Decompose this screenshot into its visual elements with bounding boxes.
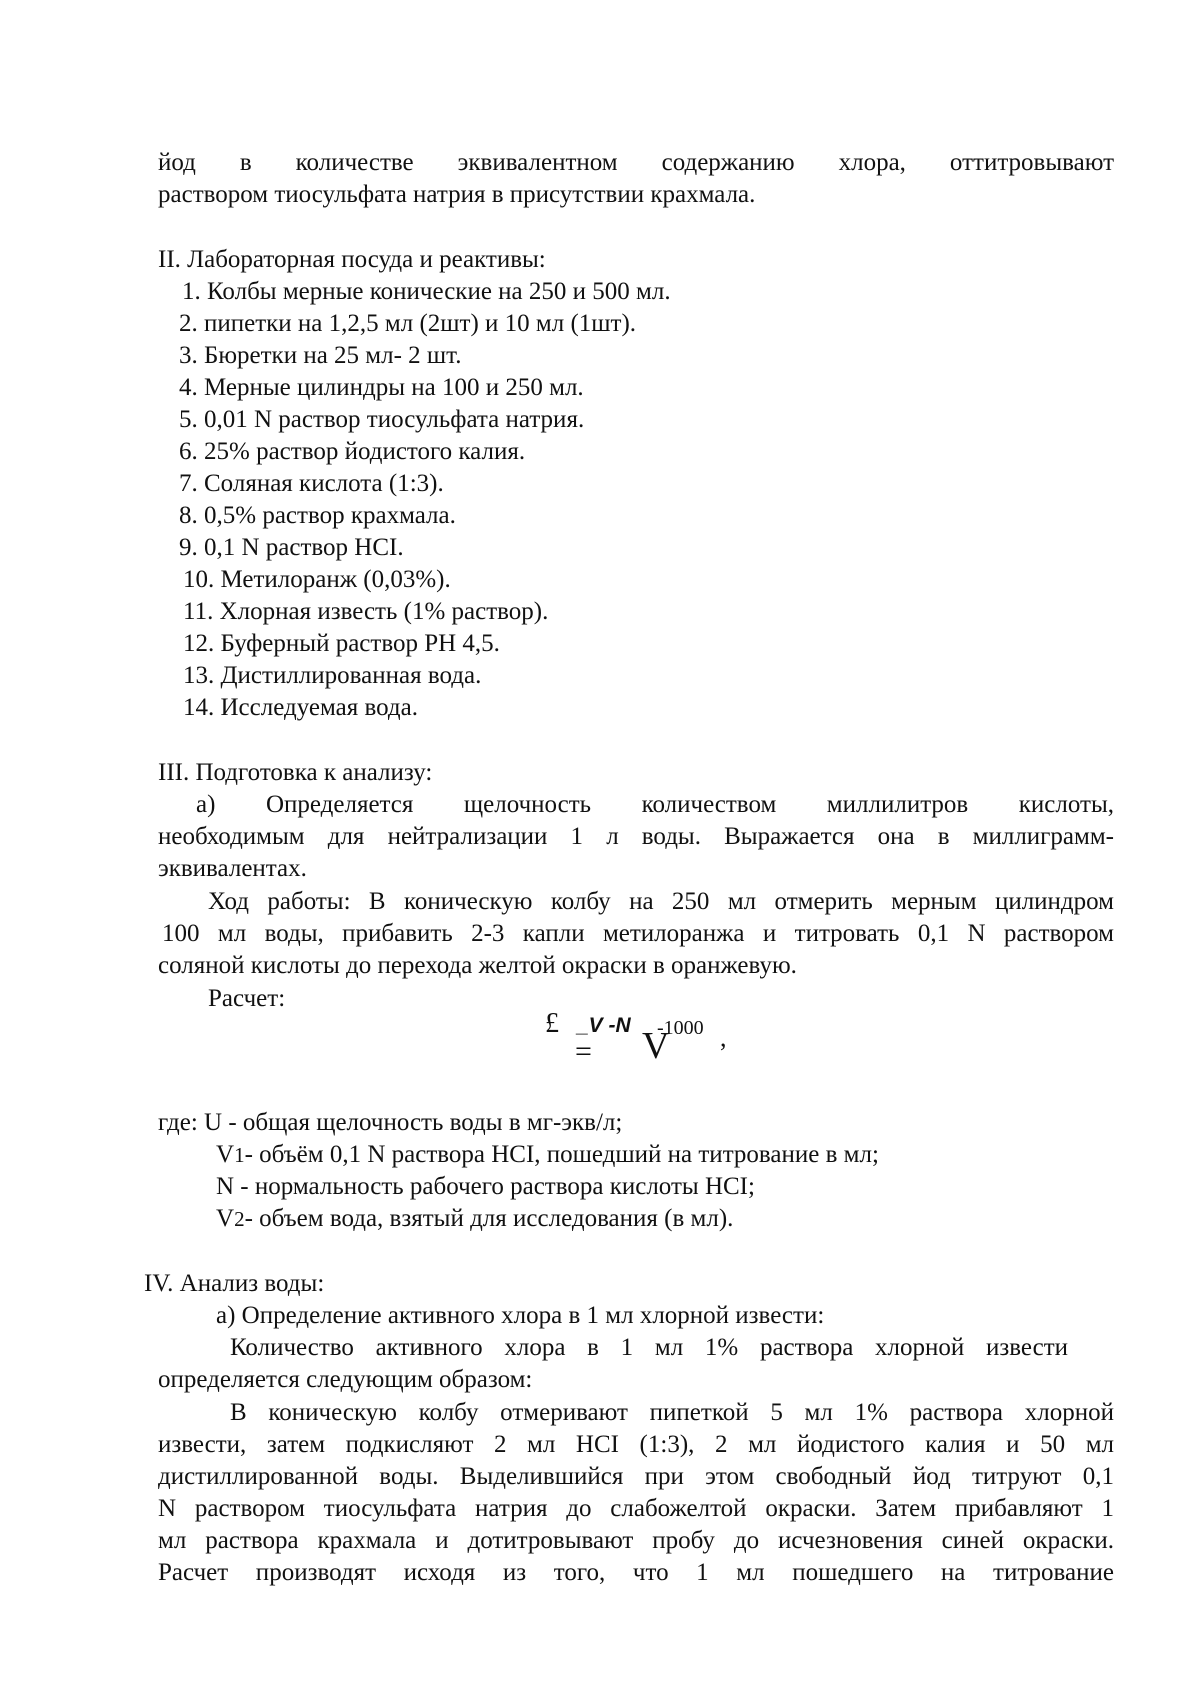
intro-line-2: раствором тиосульфата натрия в присутствии крахмала. (158, 181, 756, 208)
procedure-line-1: Ход работы: В коническую колбу на 250 мл отмерить мерным цилиндром (208, 888, 1114, 915)
equipment-item-1: 1. Колбы мерные конические на 250 и 500 мл. (182, 278, 671, 305)
equipment-item-9: 9. 0,1 N раствор HCI. (179, 534, 404, 561)
equipment-item-13: 13. Дистиллированная вода. (183, 662, 482, 689)
v1-symbol: V (216, 1141, 235, 1168)
equipment-item-12: 12. Буферный раствор PH 4,5. (183, 630, 500, 657)
section-3-heading: III. Подготовка к анализу: (158, 759, 433, 786)
chlorine-para-2-line-6: Расчет производят исходя из того, что 1 мл пошедшего на титрование (158, 1559, 1114, 1586)
active-chlorine-subheading: а) Определение активного хлора в 1 мл хлорной извести: (216, 1302, 825, 1329)
equipment-item-3: 3. Бюретки на 25 мл- 2 шт. (179, 342, 462, 369)
equipment-item-7: 7. Соляная кислота (1:3). (179, 470, 444, 497)
intro-line-1: йод в количестве эквивалентном содержанию хлора, оттитровывают (158, 149, 1114, 176)
equipment-item-2: 2. пипетки на 1,2,5 мл (2шт) и 10 мл (1шт). (179, 310, 637, 337)
definition-u: где: U - общая щелочность воды в мг-экв/л; (158, 1109, 623, 1136)
formula-factor: -1000 (657, 1017, 704, 1039)
chlorine-para-2-line-1: В коническую колбу отмеривают пипеткой 5 мл 1% раствора хлорной (230, 1399, 1114, 1426)
formula-numerator: _V -N (577, 1014, 631, 1037)
definition-v1 (216, 1139, 879, 1171)
v2-text: - объем вода, взятый для исследования (в мл). (244, 1205, 734, 1232)
v2-subscript: 2 (234, 1207, 245, 1231)
section-2-heading: II. Лабораторная посуда и реактивы: (158, 246, 546, 273)
equipment-item-8: 8. 0,5% раствор крахмала. (179, 502, 456, 529)
equipment-item-4: 4. Мерные цилиндры на 100 и 250 мл. (179, 374, 584, 401)
alkalinity-line-3: эквивалентах. (158, 855, 307, 882)
equipment-item-5: 5. 0,01 N раствор тиосульфата натрия. (179, 406, 585, 433)
equipment-item-6: 6. 25% раствор йодистого калия. (179, 438, 526, 465)
chlorine-para-2-line-2: извести, затем подкисляют 2 мл HCI (1:3), 2 мл йодистого калия и 50 мл (158, 1431, 1114, 1458)
chlorine-para-2-line-5: мл раствора крахмала и дотитровывают пробу до исчезновения синей окраски. (158, 1527, 1114, 1554)
v1-subscript: 1 (234, 1143, 245, 1167)
formula-symbol: £ (545, 1008, 559, 1039)
alkalinity-line-2: необходимым для нейтрализации 1 л воды. Выражается она в миллиграмм- (158, 823, 1114, 850)
definition-v2 (216, 1203, 733, 1235)
chlorine-para-2-line-3: дистиллированной воды. Выделившийся при этом свободный йод титруют 0,1 (158, 1463, 1114, 1490)
equipment-item-14: 14. Исследуемая вода. (183, 694, 418, 721)
alkalinity-formula (545, 1008, 745, 1078)
procedure-line-2: 100 мл воды, прибавить 2-3 капли метилоранжа и титровать 0,1 N раствором (162, 920, 1114, 947)
procedure-line-3: соляной кислоты до перехода желтой окраски в оранжевую. (158, 952, 797, 979)
chlorine-para-1-line-2: определяется следующим образом: (158, 1366, 533, 1393)
equipment-item-10: 10. Метилоранж (0,03%). (183, 566, 451, 593)
v2-symbol: V (216, 1205, 235, 1232)
formula-denominator: V (642, 1025, 670, 1067)
formula-comma: , (720, 1023, 727, 1052)
v1-text: - объём 0,1 N раствора HCI, пошедший на титрование в мл; (244, 1141, 879, 1168)
section-4-heading: IV. Анализ воды: (144, 1270, 325, 1297)
equipment-item-11: 11. Хлорная известь (1% раствор). (183, 598, 549, 625)
alkalinity-line-1: а) Определяется щелочность количеством миллилитров кислоты, (196, 791, 1114, 818)
calculation-label: Расчет: (208, 985, 286, 1012)
formula-equals: = (575, 1035, 592, 1068)
definition-n: N - нормальность рабочего раствора кислоты HCI; (216, 1173, 755, 1200)
chlorine-para-1-line-1: Количество активного хлора в 1 мл 1% раствора хлорной извести (230, 1334, 1068, 1361)
chlorine-para-2-line-4: N раствором тиосульфата натрия до слабожелтой окраски. Затем прибавляют 1 (158, 1495, 1114, 1522)
